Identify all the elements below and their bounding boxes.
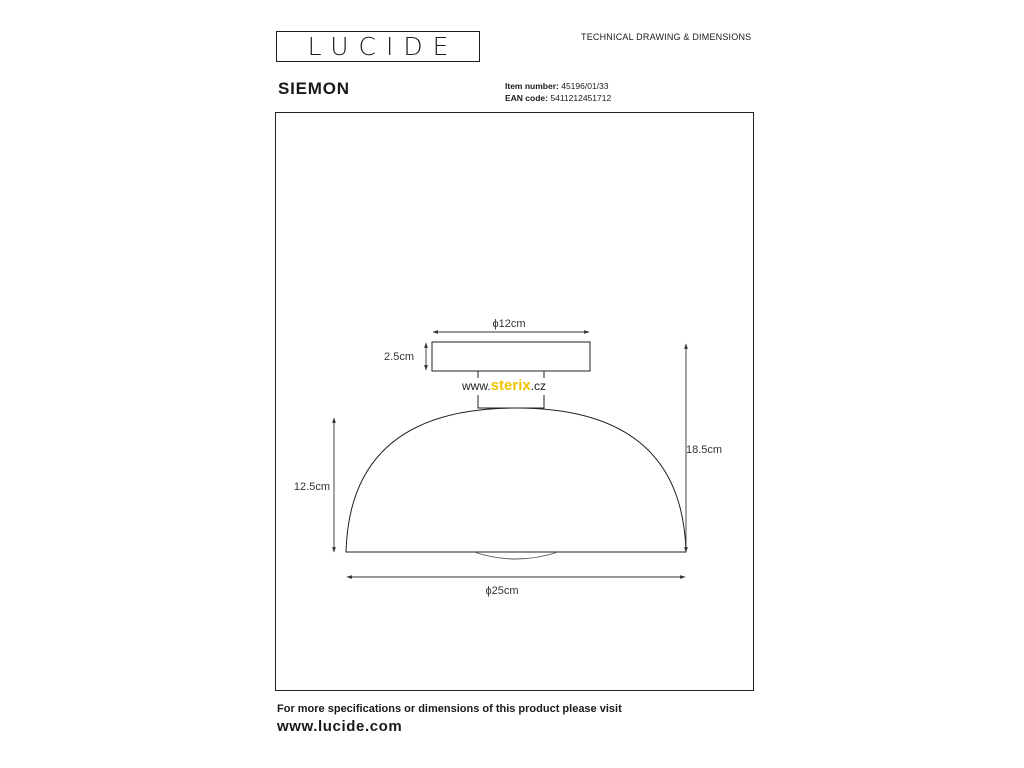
item-number-value: 45196/01/33 [561,81,609,91]
footer-url-link[interactable]: www.lucide.com [277,718,403,735]
ceiling-base-plate [432,342,590,371]
watermark-suffix: .cz [530,379,547,393]
ean-code-label: EAN code: [505,93,548,103]
ean-code-value: 5411212451712 [550,93,612,103]
bulb-outline [474,552,558,559]
total-height-label: 18.5cm [686,444,723,456]
document-type-label: TECHNICAL DRAWING & DIMENSIONS [581,32,752,42]
base-diameter-label: ϕ12cm [492,318,526,330]
product-name: SIEMON [278,79,350,98]
watermark-brand: sterix [490,377,531,394]
shade-diameter-label: ϕ25cm [485,585,519,597]
watermark-prefix: www. [462,379,491,393]
watermark [461,377,546,394]
shade-height-label: 12.5cm [293,481,330,493]
footer-text: For more specifications or dimensions of this product please visit [277,703,622,715]
item-number-label: Item number: [505,81,559,91]
dome-shade [346,408,686,552]
logo-text: LUCIDE [307,32,459,61]
base-height-label: 2.5cm [384,351,414,363]
